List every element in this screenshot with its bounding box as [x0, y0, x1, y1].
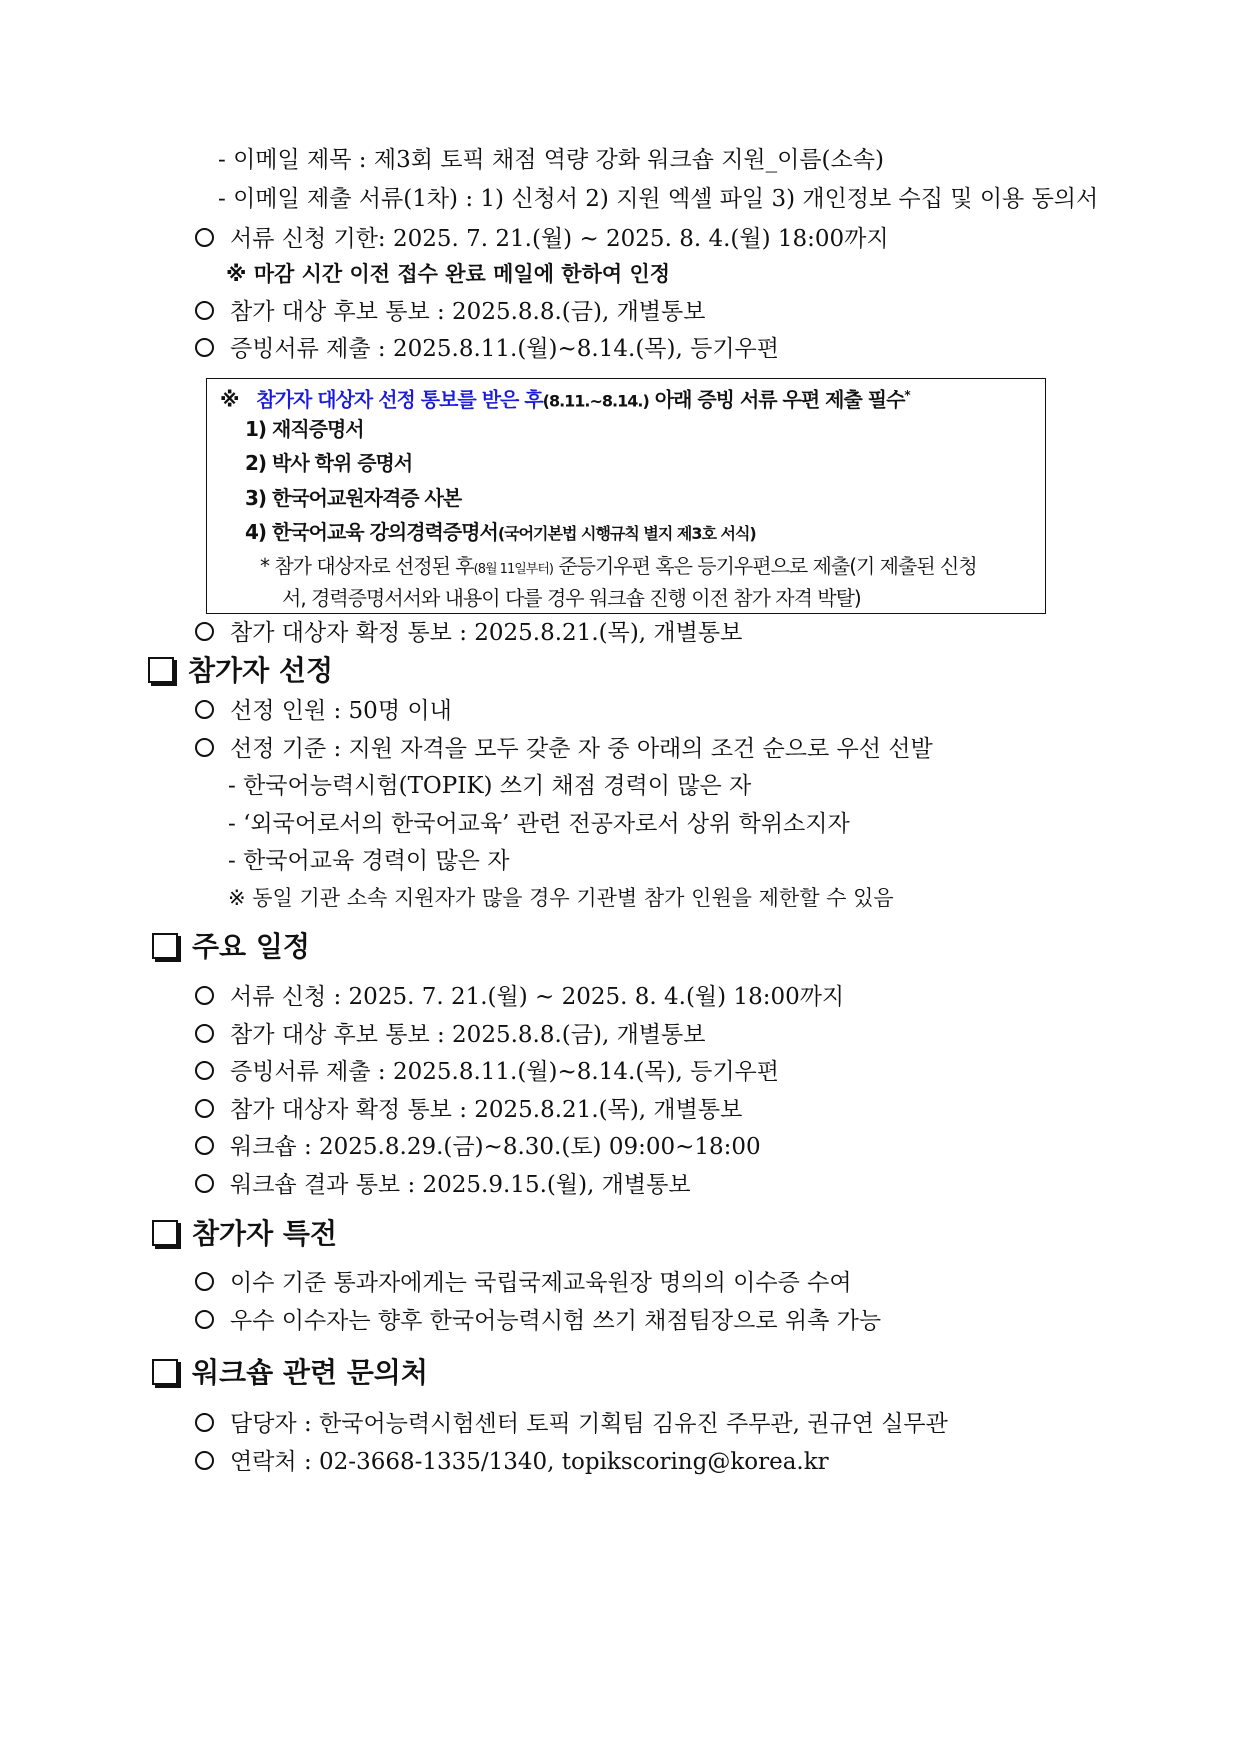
bullet-circle-icon — [195, 1310, 214, 1329]
schedule-item-6: 워크숍 결과 통보 : 2025.9.15.(월), 개별통보 — [195, 1170, 691, 1200]
notice-heading: ※ 참가자 대상자 선정 통보를 받은 후(8.11.~8.14.) 아래 증빙 서류 우편 제출 필수* — [220, 387, 910, 412]
schedule-item-1: 서류 신청 : 2025. 7. 21.(월) ~ 2025. 8. 4.(월) 18:00까지 — [195, 982, 844, 1012]
evidence-submit: 증빙서류 제출 : 2025.8.11.(월)~8.14.(목), 등기우편 — [195, 334, 779, 364]
selection-criteria: 선정 기준 : 지원 자격을 모두 갖춘 자 중 아래의 조건 순으로 우선 선발 — [195, 734, 933, 764]
notice-footnote-line-1: * 참가 대상자로 선정된 후(8월 11일부터) 준등기우편 혹은 등기우편으로 제출(기 제출된 신청 — [260, 554, 977, 578]
candidate-notice: 참가 대상 후보 통보 : 2025.8.8.(금), 개별통보 — [195, 297, 705, 327]
notice-item-4: 4) 한국어교육 강의경력증명서(국어기본법 시행규칙 별지 제3호 서식) — [245, 520, 756, 544]
section-schedule-title: 주요 일정 — [152, 932, 310, 962]
checkbox-square-icon — [152, 933, 178, 959]
selection-count: 선정 인원 : 50명 이내 — [195, 696, 452, 726]
notice-item-1: 1) 재직증명서 — [245, 417, 364, 441]
bullet-circle-icon — [195, 1061, 214, 1080]
bullet-circle-icon — [195, 1272, 214, 1291]
bullet-circle-icon — [195, 1024, 214, 1043]
benefit-item-1: 이수 기준 통과자에게는 국립국제교육원장 명의의 이수증 수여 — [195, 1268, 852, 1298]
section-contact-title: 워크숍 관련 문의처 — [152, 1358, 428, 1388]
deadline-note: ※ 마감 시간 이전 접수 완료 메일에 한하여 인정 — [226, 262, 671, 286]
schedule-item-3: 증빙서류 제출 : 2025.8.11.(월)~8.14.(목), 등기우편 — [195, 1057, 779, 1087]
bullet-circle-icon — [195, 301, 214, 320]
bullet-circle-icon — [195, 622, 214, 641]
checkbox-square-icon — [152, 1359, 178, 1385]
selection-sub-1: - 한국어능력시험(TOPIK) 쓰기 채점 경력이 많은 자 — [228, 773, 752, 799]
schedule-item-4: 참가 대상자 확정 통보 : 2025.8.21.(목), 개별통보 — [195, 1095, 742, 1125]
checkbox-square-icon — [152, 1220, 178, 1246]
bullet-circle-icon — [195, 1136, 214, 1155]
bullet-circle-icon — [195, 1099, 214, 1118]
selection-sub-2: - ‘외국어로서의 한국어교육’ 관련 전공자로서 상위 학위소지자 — [228, 811, 850, 837]
section-selection-title: 참가자 선정 — [148, 656, 333, 686]
notice-item-2: 2) 박사 학위 증명서 — [245, 451, 413, 475]
schedule-item-2: 참가 대상 후보 통보 : 2025.8.8.(금), 개별통보 — [195, 1020, 705, 1050]
bullet-circle-icon — [195, 986, 214, 1005]
benefit-item-2: 우수 이수자는 향후 한국어능력시험 쓰기 채점팀장으로 위촉 가능 — [195, 1306, 881, 1336]
bullet-circle-icon — [195, 738, 214, 757]
bullet-circle-icon — [195, 700, 214, 719]
contact-phone: 연락처 : 02-3668-1335/1340, topikscoring@korea.kr — [195, 1447, 829, 1477]
selection-note: ※ 동일 기관 소속 지원자가 많을 경우 기관별 참가 인원을 제한할 수 있음 — [228, 886, 894, 910]
bullet-circle-icon — [195, 1413, 214, 1432]
section-benefits-title: 참가자 특전 — [152, 1219, 337, 1249]
application-deadline: 서류 신청 기한: 2025. 7. 21.(월) ~ 2025. 8. 4.(월) 18:00까지 — [195, 224, 889, 254]
bullet-circle-icon — [195, 1451, 214, 1470]
checkbox-square-icon — [148, 657, 174, 683]
schedule-item-5: 워크숍 : 2025.8.29.(금)~8.30.(토) 09:00~18:00 — [195, 1132, 761, 1162]
bullet-circle-icon — [195, 228, 214, 247]
selection-sub-3: - 한국어교육 경력이 많은 자 — [228, 848, 510, 874]
notice-footnote-line-2: 서, 경력증명서서와 내용이 다를 경우 워크숍 진행 이전 참가 자격 박탈) — [282, 586, 861, 610]
contact-person: 담당자 : 한국어능력시험센터 토픽 기획팀 김유진 주무관, 권규연 실무관 — [195, 1409, 948, 1439]
confirm-notice: 참가 대상자 확정 통보 : 2025.8.21.(목), 개별통보 — [195, 618, 742, 648]
email-subject-line: - 이메일 제목 : 제3회 토픽 채점 역량 강화 워크숍 지원_이름(소속) — [218, 147, 884, 173]
bullet-circle-icon — [195, 1174, 214, 1193]
notice-item-3: 3) 한국어교원자격증 사본 — [245, 486, 462, 510]
email-documents-line: - 이메일 제출 서류(1차) : 1) 신청서 2) 지원 엑셀 파일 3) 개인정보 수집 및 이용 동의서 — [218, 186, 1099, 212]
bullet-circle-icon — [195, 338, 214, 357]
